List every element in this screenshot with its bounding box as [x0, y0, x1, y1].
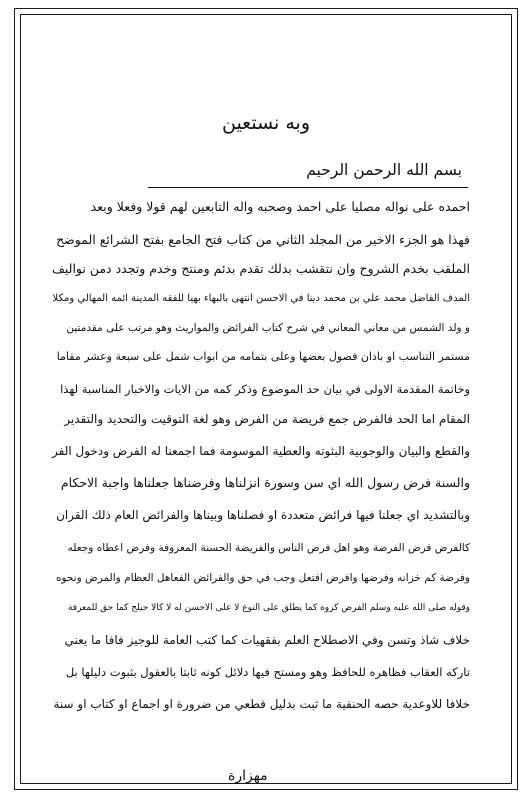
text-line-3: الملقب بخدم الشروح وان نتقشب بدلك تقدم بدئم ومنتج وخدم وتجدد دمن نواليف	[51, 261, 470, 276]
page-heading: وبه نستعين	[221, 112, 311, 134]
text-line-8: المقام اما الحد فالفرض جمع فريضة من الفرض وهو لغة التوقيت والتحديد والتقدير	[64, 412, 470, 426]
text-line-15: خلاف شاذ وتسن وفي الاصطلاح العلم بفقهيات كما كتب العامة للوجيز فافا ما يعني	[64, 633, 470, 647]
page-signature: مهزارة	[228, 768, 268, 784]
text-line-5: و ولد الشمس من معاني المعاني في شرح كتاب الفرائض والمواريث وهو مرتب على مقدمتين	[66, 322, 470, 334]
basmala-line: بسم الله الرحمن الرحيم	[306, 161, 462, 179]
text-line-11: وبالتشديد اي جعلنا فيها فرائض متعددة او فصلناها وبيناها والفرائض العام ذلك القران	[56, 508, 470, 522]
text-line-1: احمده على نواله مصليا على احمد وصحبه واله التابعين لهم قولا وفعلا وبعد	[90, 199, 470, 214]
text-line-13: وفرضة كم خزانه وفرضها وافرض افتعل وجب في حق والفرائض الفعاهل العظام والمرض ونحوه	[55, 572, 470, 584]
text-line-6: مستمر التناسب او باذان فصول بعضها وعلى بتمامه من ابواب شمل على سبعة وعشر مقاما	[56, 350, 470, 363]
text-line-4: المدف الفاضل محمد علي بن محمد دينا في الاحسن انتهى بالبهاء بهيا للفقه المدينة ائمه المهالي ومكلا	[52, 293, 470, 304]
basmala-underline	[148, 187, 468, 188]
text-line-9: والقطع والبيان والوجوبية البثوته والعطية الموسومة فما اجمعنا له الفرض ودخول الفر	[52, 444, 470, 458]
text-line-17: خلافا للاوعدية حصه الحنفية ما ثبت بدليل قطعي من ضرورة او اجماع او كتاب او سنة	[53, 697, 470, 711]
text-line-10: والسنة فرض رسول الله اي سن وسورة انزلناها وفرضناها جعلناها واجبة الاحكام	[60, 475, 470, 490]
text-line-7: وخاتمة المقدمة الاولى في بيان حد الموضوع وذكر كمه من الايات والاخبار المناسبة لهذا	[60, 382, 470, 396]
text-line-16: تاركه العقاب فظاهره للحافظ وهو ومستح فيها دلائل كونه ثابتا بالعقول بثبوت دليلها بل	[65, 665, 470, 679]
text-line-12: كالفرض فرض الفرضة وهو اهل فرض الناس والفريضة الحسنة المعروفة وفرض اعطاه وجعله	[67, 542, 470, 554]
text-line-2: فهذا هو الجزء الاخير من المجلد الثاني من كتاب فتح الجامع بفتح الشرائع الموضح	[56, 232, 470, 247]
text-line-14: وقوله صلى الله عليه وسلم الفرض كروه كما يطلق على النوع لا على الاحسن له لا كالا حيلج كما حق للمعرفة	[67, 603, 470, 613]
